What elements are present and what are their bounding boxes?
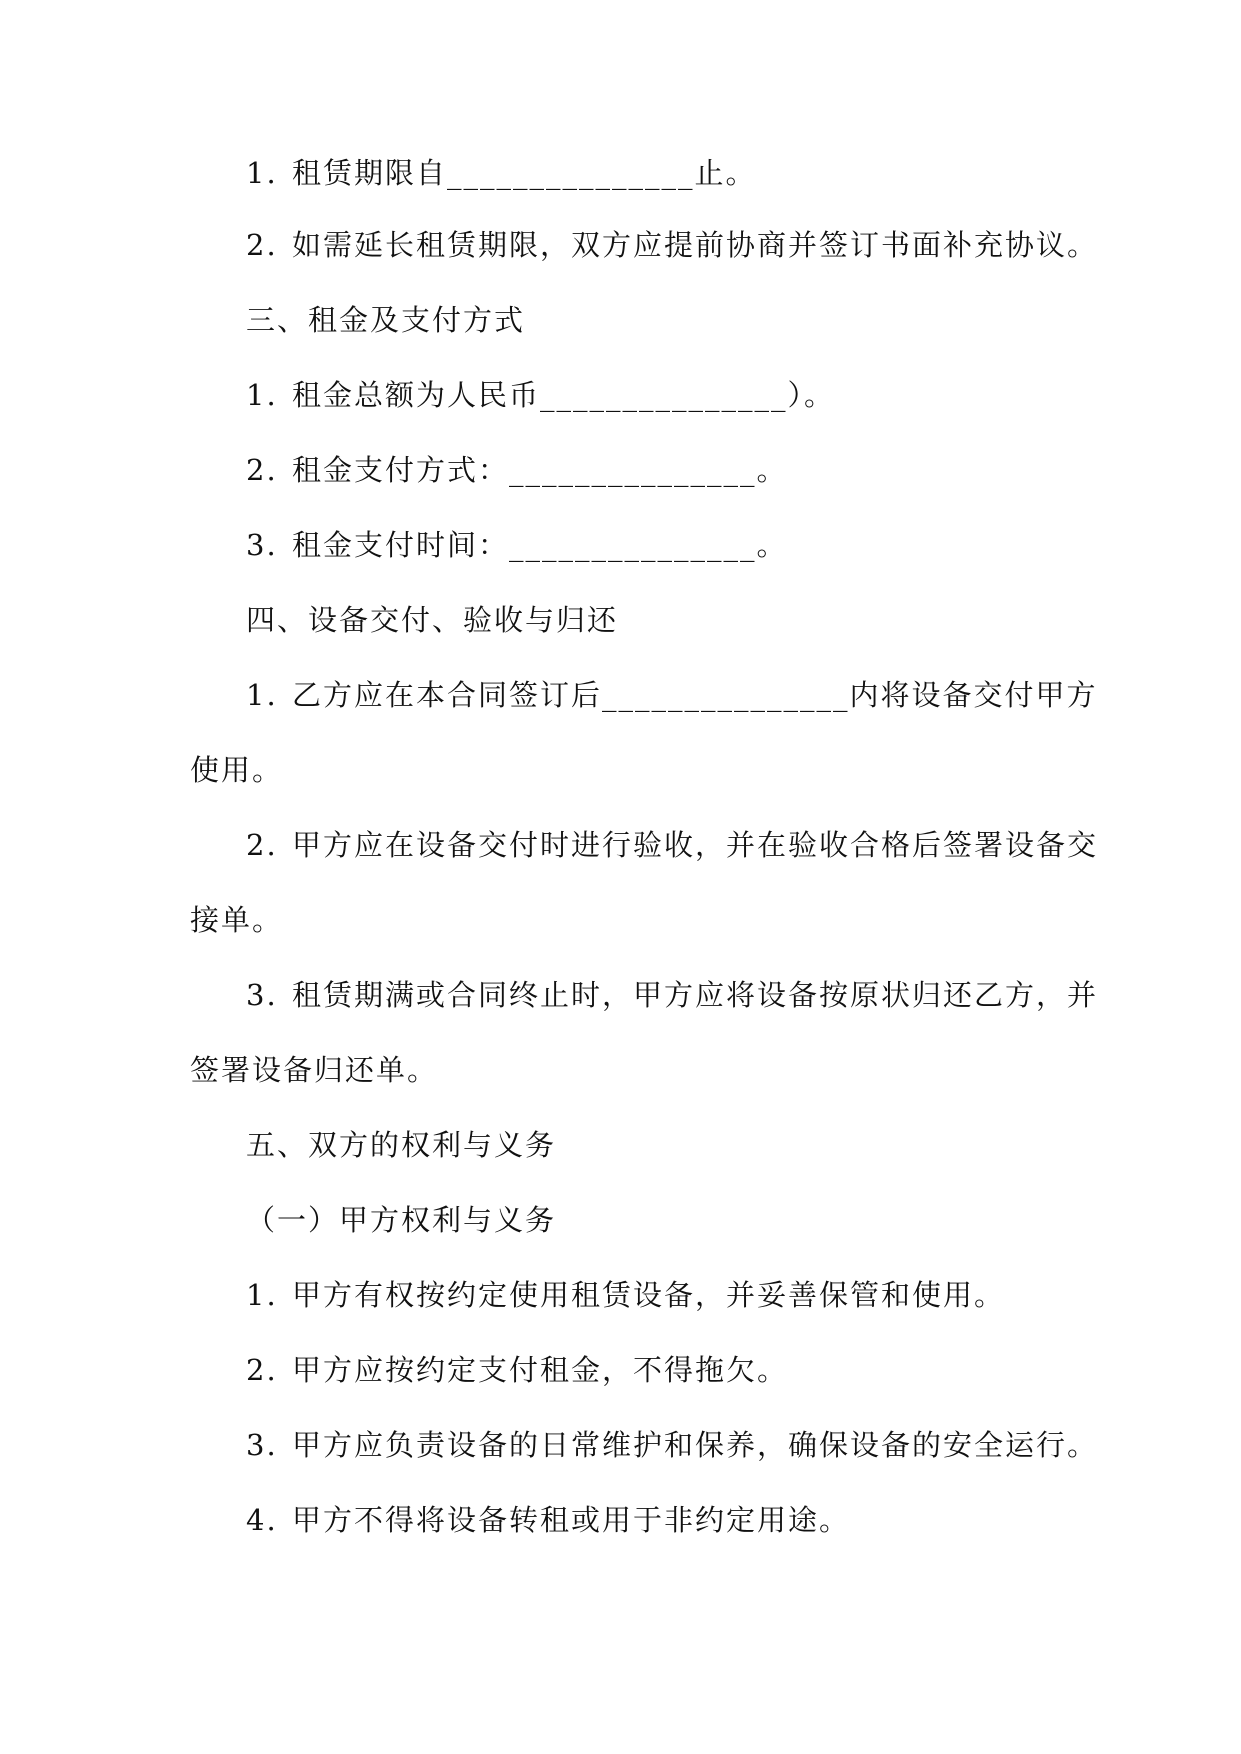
section-heading-4 [246,600,1126,640]
clause-3-1 [246,153,1126,193]
section-heading-3 [246,300,1126,340]
clause-text: 甲方有权按约定使用租赁设备，并妥善保管和使用。 [292,1278,1006,1312]
clause-delivery-3 [246,975,1126,1015]
clause-party-a-1 [246,1275,1126,1315]
clause-delivery-1-cont [190,750,1070,790]
clause-rent-3 [246,525,1126,565]
subsection-heading-text: （一）甲方权利与义务 [246,1203,557,1237]
clause-number: 4. [246,1503,278,1537]
clause-text: 接单。 [190,903,284,937]
clause-rent-2 [246,450,1126,490]
clause-rent-1 [246,375,1126,415]
clause-number: 3. [246,978,278,1012]
clause-number: 2. [246,228,278,262]
clause-text: 租金支付方式：_______________。 [292,453,788,487]
clause-text: 甲方应负责设备的日常维护和保养，确保设备的安全运行。 [292,1428,1099,1462]
clause-delivery-2 [246,825,1126,865]
clause-number: 3. [246,528,278,562]
clause-text: 签署设备归还单。 [190,1053,439,1087]
clause-text: 租赁期限自_______________止。 [292,156,757,190]
clause-text: 甲方应在设备交付时进行验收，并在验收合格后签署设备交 [292,828,1099,862]
clause-number: 1. [246,378,278,412]
clause-3-2 [246,225,1126,265]
clause-number: 1. [246,156,278,190]
clause-text: 乙方应在本合同签订后_______________内将设备交付甲方 [292,678,1098,712]
clause-party-a-4 [246,1500,1126,1540]
clause-number: 3. [246,1428,278,1462]
section-heading-text: 四、设备交付、验收与归还 [246,603,619,637]
clause-party-a-2 [246,1350,1126,1390]
clause-number: 2. [246,1353,278,1387]
clause-number: 1. [246,678,278,712]
clause-number: 1. [246,1278,278,1312]
section-heading-5 [246,1125,1126,1165]
clause-number: 2. [246,828,278,862]
clause-text: 租赁期满或合同终止时，甲方应将设备按原状归还乙方，并 [292,978,1099,1012]
section-heading-text: 五、双方的权利与义务 [246,1128,557,1162]
subsection-heading-party-a [246,1200,1126,1240]
clause-text: 如需延长租赁期限，双方应提前协商并签订书面补充协议。 [292,228,1099,262]
clause-text: 甲方应按约定支付租金，不得拖欠。 [292,1353,789,1387]
clause-text: 租金支付时间：_______________。 [292,528,788,562]
clause-delivery-3-cont [190,1050,1070,1090]
clause-text: 租金总额为人民币_______________）。 [292,378,836,412]
clause-party-a-3 [246,1425,1126,1465]
clause-text: 甲方不得将设备转租或用于非约定用途。 [292,1503,851,1537]
clause-number: 2. [246,453,278,487]
clause-text: 使用。 [190,753,284,787]
section-heading-text: 三、租金及支付方式 [246,303,526,337]
clause-delivery-2-cont [190,900,1070,940]
clause-delivery-1 [246,675,1126,715]
